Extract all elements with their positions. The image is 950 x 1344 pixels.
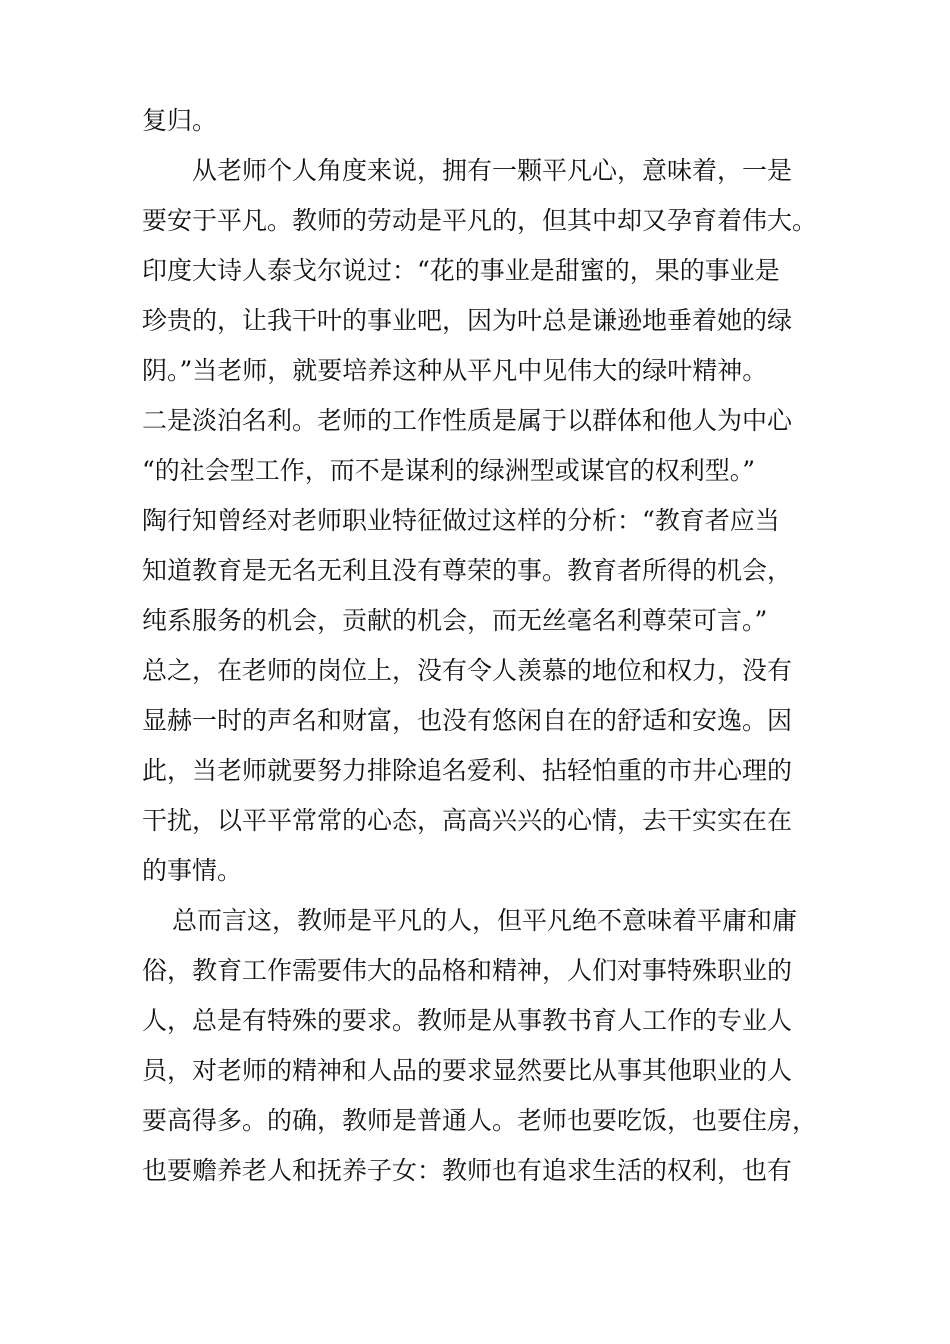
text-line: 复归。 bbox=[142, 106, 218, 135]
paragraph-start-line: 从老师个人角度来说，拥有一颗平凡心，意味着，一是 bbox=[192, 156, 793, 185]
text-line: 印度大诗人泰戈尔说过：“花的事业是甜蜜的，果的事业是 bbox=[142, 256, 780, 285]
text-line: 陶行知曾经对老师职业特征做过这样的分析：“教育者应当 bbox=[142, 506, 780, 535]
text-line: 俗，教育工作需要伟大的品格和精神，人们对事特殊职业的 bbox=[142, 956, 793, 985]
text-line: 珍贵的，让我干叶的事业吧，因为叶总是谦逊地垂着她的绿 bbox=[142, 306, 793, 335]
text-line: 员，对老师的精神和人品的要求显然要比从事其他职业的人 bbox=[142, 1056, 793, 1085]
text-line: 总之，在老师的岗位上，没有令人羡慕的地位和权力，没有 bbox=[142, 656, 793, 685]
text-line: 也要赡养老人和抚养子女：教师也有追求生活的权利，也有 bbox=[142, 1156, 793, 1185]
text-line: 人，总是有特殊的要求。教师是从事教书育人工作的专业人 bbox=[142, 1006, 793, 1035]
text-line: “的社会型工作，而不是谋利的绿洲型或谋官的权利型。” bbox=[142, 456, 756, 485]
text-line: 阴。”当老师，就要培养这种从平凡中见伟大的绿叶精神。 bbox=[142, 356, 768, 385]
text-line: 纯系服务的机会，贡献的机会，而无丝毫名利尊荣可言。” bbox=[142, 606, 768, 635]
text-line: 的事情。 bbox=[142, 856, 243, 885]
text-line: 干扰，以平平常常的心态，高高兴兴的心情，去干实实在在 bbox=[142, 806, 793, 835]
text-line: 要高得多。的确，教师是普通人。老师也要吃饭，也要住房， bbox=[142, 1106, 818, 1135]
text-line: 要安于平凡。教师的劳动是平凡的，但其中却又孕育着伟大。 bbox=[142, 206, 818, 235]
text-line: 知道教育是无名无利且没有尊荣的事。教育者所得的机会， bbox=[142, 556, 793, 585]
text-line: 此，当老师就要努力排除追名爱利、拈轻怕重的市井心理的 bbox=[142, 756, 793, 785]
paragraph-start-line: 总而言这，教师是平凡的人，但平凡绝不意味着平庸和庸 bbox=[172, 906, 798, 935]
text-line: 显赫一时的声名和财富，也没有悠闲自在的舒适和安逸。因 bbox=[142, 706, 793, 735]
text-line: 二是淡泊名利。老师的工作性质是属于以群体和他人为中心 bbox=[142, 406, 793, 435]
body-text bbox=[142, 96, 822, 1196]
